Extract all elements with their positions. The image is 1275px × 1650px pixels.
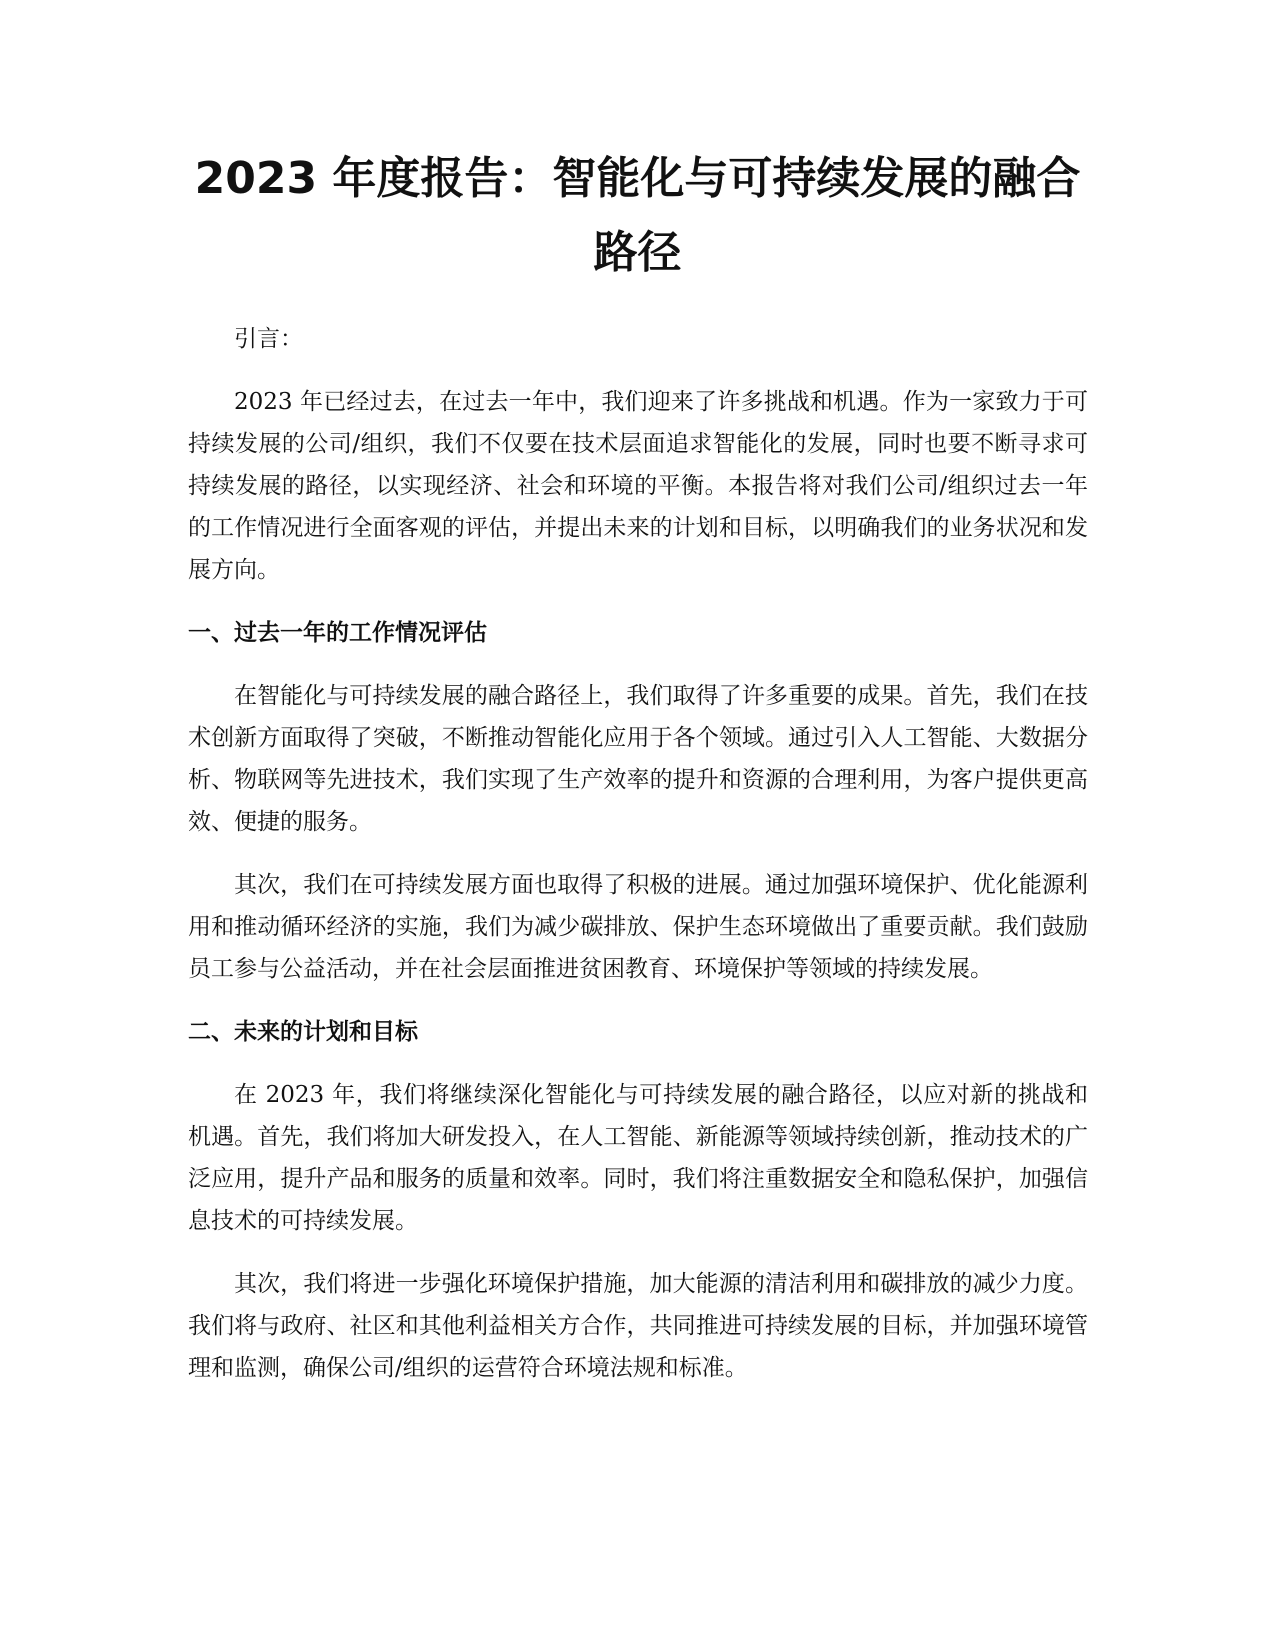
section-paragraph: 其次，我们在可持续发展方面也取得了积极的进展。通过加强环境保护、优化能源利用和推动循环经济的实施，我们为减少碳排放、保护生态环境做出了重要贡献。我们鼓励员工参与公益活动，并在社会层面推进贫困教育、环境保护等领域的持续发展。 xyxy=(188,872,1088,982)
section-paragraph: 在 2023 年，我们将继续深化智能化与可持续发展的融合路径，以应对新的挑战和机遇。首先，我们将加大研发投入，在人工智能、新能源等领域持续创新，推动技术的广泛应用，提升产品和服务的质量和效率。同时，我们将注重数据安全和隐私保护，加强信息技术的可持续发展。 xyxy=(188,1082,1088,1234)
section-heading: 二、未来的计划和目标 xyxy=(188,1019,418,1045)
document-body xyxy=(188,318,1088,1410)
section-future-plans xyxy=(188,1011,1088,1389)
intro-paragraph: 2023 年已经过去，在过去一年中，我们迎来了许多挑战和机遇。作为一家致力于可持续发展的公司/组织，我们不仅要在技术层面追求智能化的发展，同时也要不断寻求可持续发展的路径，以实现经济、社会和环境的平衡。本报告将对我们公司/组织过去一年的工作情况进行全面客观的评估，并提出未来的计划和目标，以明确我们的业务状况和发展方向。 xyxy=(188,389,1088,583)
document-title xyxy=(160,142,1115,290)
title-line-2: 路径 xyxy=(593,227,682,278)
section-paragraph: 在智能化与可持续发展的融合路径上，我们取得了许多重要的成果。首先，我们在技术创新方面取得了突破，不断推动智能化应用于各个领域。通过引入人工智能、大数据分析、物联网等先进技术，我们实现了生产效率的提升和资源的合理利用，为客户提供更高效、便捷的服务。 xyxy=(188,683,1088,835)
intro-label: 引言： xyxy=(234,326,303,352)
section-paragraph: 其次，我们将进一步强化环境保护措施，加大能源的清洁利用和碳排放的减少力度。我们将与政府、社区和其他利益相关方合作，共同推进可持续发展的目标，并加强环境管理和监测，确保公司/组织的运营符合环境法规和标准。 xyxy=(188,1271,1088,1381)
title-line-1: 2023 年度报告：智能化与可持续发展的融合 xyxy=(194,153,1081,204)
section-past-year xyxy=(188,612,1088,990)
section-heading: 一、过去一年的工作情况评估 xyxy=(188,620,487,646)
